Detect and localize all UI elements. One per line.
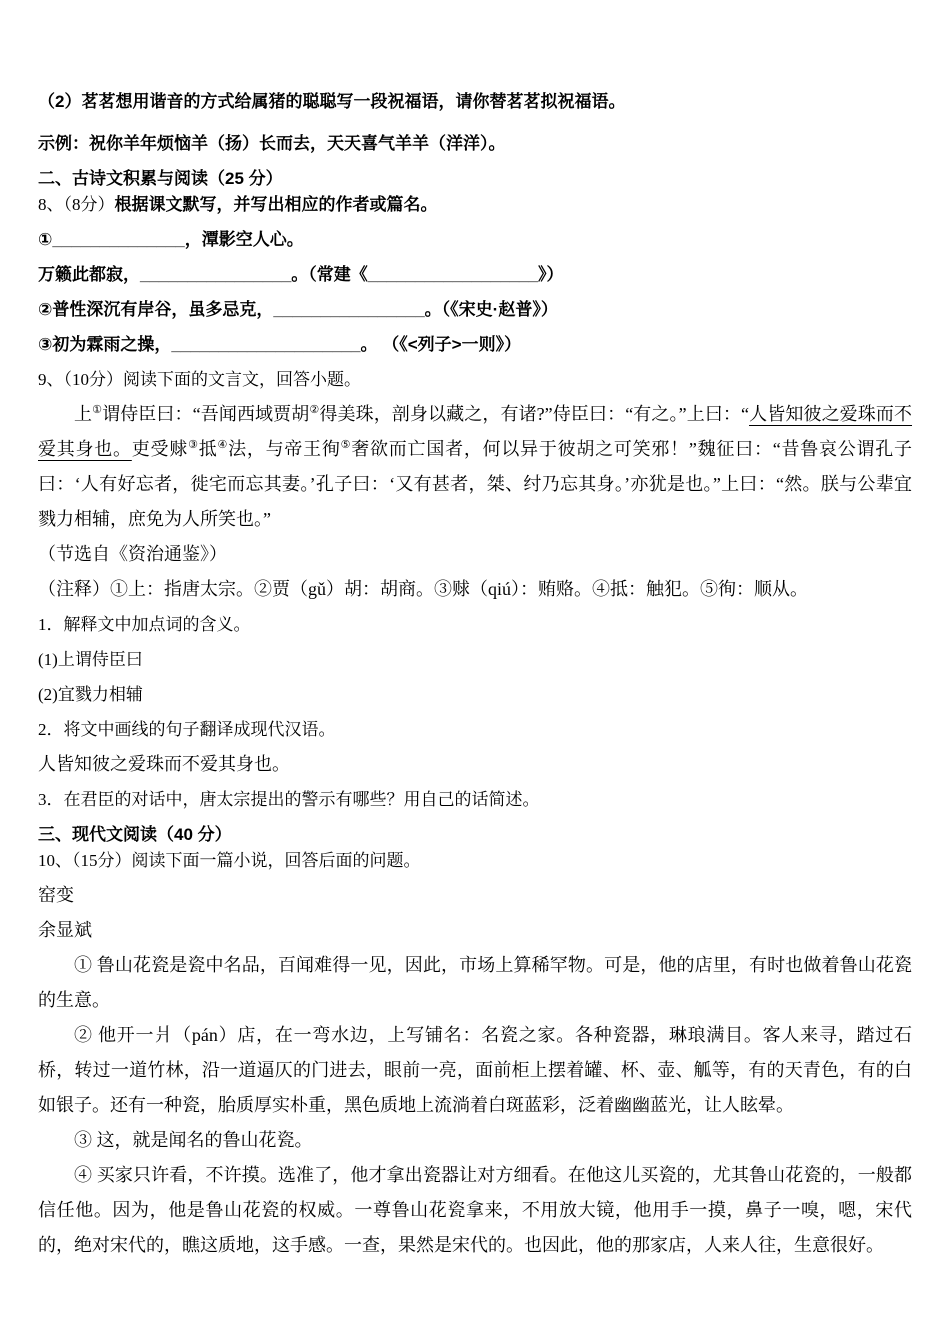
q9-2-sentence: 人皆知彼之爱珠而不爱其身也。 — [38, 754, 290, 774]
q8-blank-3: ③初为霖雨之操，____________________。 （《<列子>一则》） — [38, 335, 522, 354]
story-para-1: ① 鲁山花瓷是瓷中名品，百闻难得一见，因此，市场上算稀罕物。可是，他的店里，有时也做着鲁山花瓷的生意。 — [38, 955, 912, 1010]
q7-2-example: 示例：祝你羊年烦恼羊（扬）长而去，天天喜气羊羊（洋洋）。 — [38, 134, 506, 153]
story-para-2: ② 他开一爿（pán）店，在一弯水边，上写铺名：名瓷之家。各种瓷器，琳琅满目。客人来寻，踏过石桥，转过一道竹林，沿一道逼仄的门进去，眼前一亮，面前柜上摆着罐、杯、壶、觚等，有的天青色，有的白如银子。还有一种瓷，胎质厚实朴重，黑色质地上流淌着白斑蓝彩，泛着幽幽蓝光，让人眩晕。 — [38, 1025, 912, 1115]
story-author: 余显斌 — [38, 920, 92, 940]
q9-1: 1．解释文中加点词的含义。 — [38, 615, 251, 634]
q9-stem: 9、（10分）阅读下面的文言文，回答小题。 — [38, 370, 361, 389]
passage-notes: （注释）①上：指唐太宗。②贾（gǔ）胡：胡商。③赇（qiú）：贿赂。④抵：触犯。⑤徇：顺从。 — [38, 579, 808, 599]
q8-blank-1b: 万籁此都寂，________________。（常建《__________________》） — [38, 265, 564, 284]
q7-2-prompt: （2）茗茗想用谐音的方式给属猪的聪聪写一段祝福语，请你替茗茗拟祝福语。 — [38, 92, 626, 111]
section-3-heading: 三、现代文阅读（40 分） — [38, 825, 232, 844]
q9-1-2: (2)宜戮力相辅 — [38, 685, 143, 704]
q9-1-1: (1)上谓侍臣曰 — [38, 650, 143, 669]
story-para-3: ③ 这，就是闻名的鲁山花瓷。 — [74, 1130, 313, 1150]
q9-2: 2．将文中画线的句子翻译成现代汉语。 — [38, 720, 336, 739]
document-body — [38, 84, 912, 1263]
q9-3: 3．在君臣的对话中，唐太宗提出的警示有哪些？用自己的话简述。 — [38, 790, 540, 809]
section-2-heading: 二、古诗文积累与阅读（25 分） — [38, 169, 283, 188]
passage-source: （节选自《资治通鉴》） — [38, 544, 227, 564]
q8-stem: 8、（8分）根据课文默写，并写出相应的作者或篇名。 — [38, 195, 438, 214]
story-title: 窑变 — [38, 885, 74, 905]
q8-blank-2: ②普性深沉有岸谷，虽多忌克，________________。（《宋史·赵普》） — [38, 300, 558, 319]
passage-text: 上①谓侍臣曰：“吾闻西域贾胡②得美珠，剖身以藏之，有诸?”侍臣曰：“有之。”上曰：“人皆知彼之爱珠而不爱其身也。吏受赇③抵④法，与帝王徇⑤奢欲而亡国者，何以异于彼胡之可笑邪！”魏征曰：“昔鲁哀公谓孔子曰：‘人有好忘者，徙宅而忘其妻。’孔子曰：‘又有甚者，桀、纣乃忘其身。’亦犹是也。”上曰：“然。朕与公辈宜戮力相辅，庶免为人所笑也。” — [38, 404, 913, 529]
story-para-4: ④ 买家只许看，不许摸。选准了，他才拿出瓷器让对方细看。在他这儿买瓷的，尤其鲁山花瓷的，一般都信任他。因为，他是鲁山花瓷的权威。一尊鲁山花瓷拿来，不用放大镜，他用手一摸，鼻子一嗅，嗯，宋代的，绝对宋代的，瞧这质地，这手感。一查，果然是宋代的。也因此，他的那家店，人来人往，生意很好。 — [38, 1165, 912, 1255]
q8-blank-1: ①______________，潭影空人心。 — [38, 230, 304, 249]
q10-stem: 10、（15分）阅读下面一篇小说，回答后面的问题。 — [38, 851, 421, 870]
